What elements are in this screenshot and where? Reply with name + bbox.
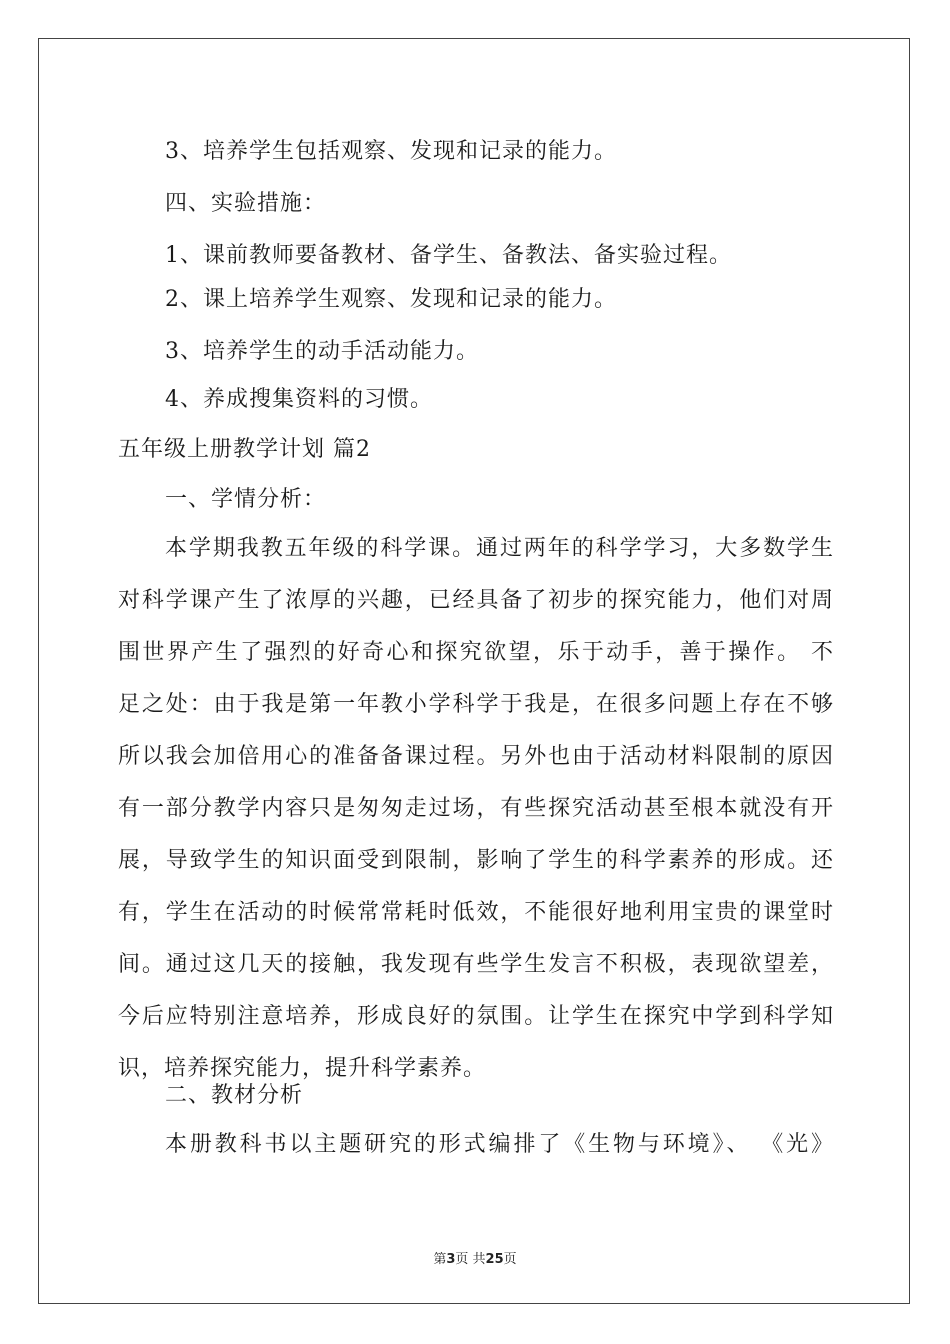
paragraph-line: 有，学生在活动的时候常常耗时低效，不能很好地利用宝贵的课堂时 <box>118 900 834 925</box>
paragraph-line: 今后应特别注意培养，形成良好的氛围。让学生在探究中学到科学知 <box>118 1004 834 1029</box>
page-footer <box>0 1248 950 1267</box>
footer-suffix: 页 <box>503 1252 517 1267</box>
paragraph-line: 识，培养探究能力，提升科学素养。 <box>118 1056 487 1081</box>
paragraph-textbook-analysis <box>118 1119 834 1171</box>
text-line: 3、培养学生的动手活动能力。 <box>165 339 479 364</box>
section-heading: 一、学情分析： <box>165 487 327 512</box>
total-page-count: 25 <box>485 1252 504 1267</box>
paragraph-line: 围世界产生了强烈的好奇心和探究欲望，乐于动手，善于操作。 不 <box>118 640 834 665</box>
document-title: 五年级上册教学计划 篇2 <box>118 437 371 462</box>
paragraph-line: 本学期我教五年级的科学课。通过两年的科学学习，大多数学生 <box>165 536 834 561</box>
text-line: 2、课上培养学生观察、发现和记录的能力。 <box>165 287 617 312</box>
text-line: 3、培养学生包括观察、发现和记录的能力。 <box>165 139 617 164</box>
section-heading: 二、教材分析 <box>165 1083 304 1108</box>
paragraph-line: 所以我会加倍用心的准备备课过程。另外也由于活动材料限制的原因 <box>118 744 834 769</box>
paragraph-line: 足之处：由于我是第一年教小学科学于我是，在很多问题上存在不够 <box>118 692 834 717</box>
paragraph-line: 对科学课产生了浓厚的兴趣，已经具备了初步的探究能力，他们对周 <box>118 588 834 613</box>
paragraph-line: 展，导致学生的知识面受到限制，影响了学生的科学素养的形成。还 <box>118 848 834 873</box>
current-page-number: 3 <box>446 1252 456 1267</box>
text-line: 1、课前教师要备教材、备学生、备教法、备实验过程。 <box>165 243 732 268</box>
section-heading: 四、实验措施： <box>165 191 327 216</box>
paragraph-line: 间。通过这几天的接触，我发现有些学生发言不积极，表现欲望差， <box>118 952 834 977</box>
paragraph-learning-analysis <box>118 523 834 1095</box>
footer-mid: 页 共 <box>455 1252 486 1267</box>
footer-prefix: 第 <box>433 1252 447 1267</box>
text-line: 4、养成搜集资料的习惯。 <box>165 387 433 412</box>
paragraph-line: 有一部分教学内容只是匆匆走过场，有些探究活动甚至根本就没有开 <box>118 796 834 821</box>
paragraph-line: 本册教科书以主题研究的形式编排了《生物与环境》、 《光》 <box>165 1132 834 1157</box>
